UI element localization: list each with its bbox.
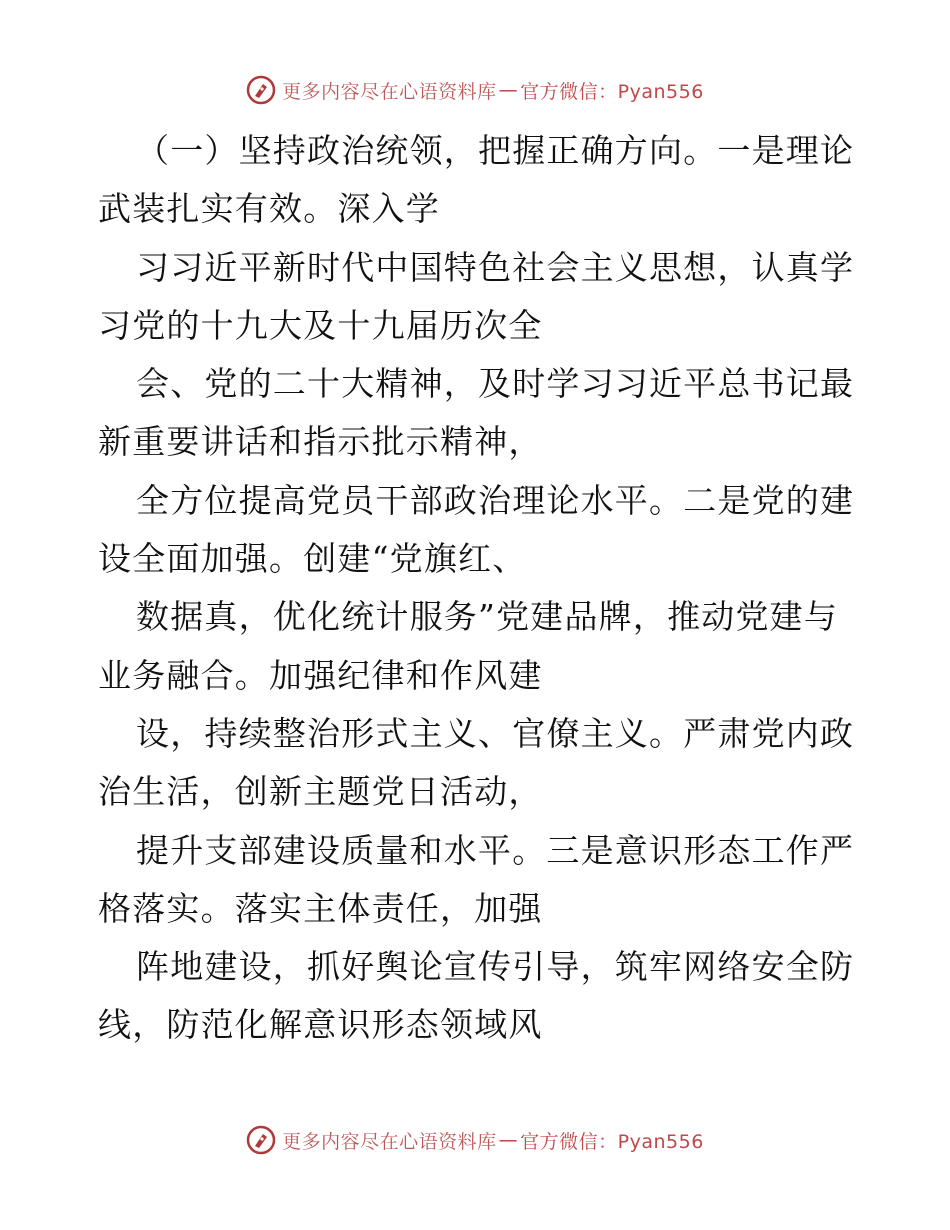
watermark-text: 更多内容尽在心语资料库 — [282, 80, 497, 103]
footer-watermark — [0, 1122, 950, 1158]
body-line: 新重要讲话和指示批示精神， — [98, 422, 543, 462]
watermark-separator: — — [498, 1129, 519, 1151]
body-line: 习党的十九大及十九届历次全 — [98, 305, 543, 345]
header-watermark — [0, 72, 950, 108]
body-line: 习习近平新时代中国特色社会主义思想，认真学 — [136, 247, 855, 287]
body-line: 线，防范化解意识形态领域风 — [98, 1005, 543, 1045]
body-line: 阵地建设，抓好舆论宣传引导，筑牢网络安全防 — [136, 947, 855, 987]
body-line: 武装扎实有效。深入学 — [98, 189, 440, 229]
body-line: 设全面加强。创建“党旗红、 — [98, 539, 527, 579]
document-body — [98, 122, 858, 1055]
body-line: （一）坚持政治统领，把握正确方向。一是理论 — [136, 131, 855, 170]
pen-nib-circle-icon — [246, 1125, 276, 1155]
watermark-contact: 官方微信：Pyan556 — [520, 1130, 704, 1153]
pen-nib-circle-icon — [246, 75, 276, 105]
body-line: 格落实。落实主体责任，加强 — [98, 888, 543, 928]
body-line: 会、党的二十大精神，及时学习习近平总书记最 — [136, 364, 855, 404]
body-line: 全方位提高党员干部政治理论水平。二是党的建 — [136, 480, 855, 520]
body-line: 提升支部建设质量和水平。三是意识形态工作严 — [136, 830, 855, 870]
body-line: 业务融合。加强纪律和作风建 — [98, 655, 543, 695]
body-line: 治生活，创新主题党日活动， — [98, 772, 543, 812]
body-line: 设，持续整治形式主义、官僚主义。严肃党内政 — [136, 713, 855, 753]
body-line: 数据真，优化统计服务”党建品牌，推动党建与 — [136, 597, 839, 637]
watermark-separator: — — [498, 79, 519, 101]
watermark-contact: 官方微信：Pyan556 — [520, 80, 704, 103]
watermark-text: 更多内容尽在心语资料库 — [282, 1130, 497, 1153]
